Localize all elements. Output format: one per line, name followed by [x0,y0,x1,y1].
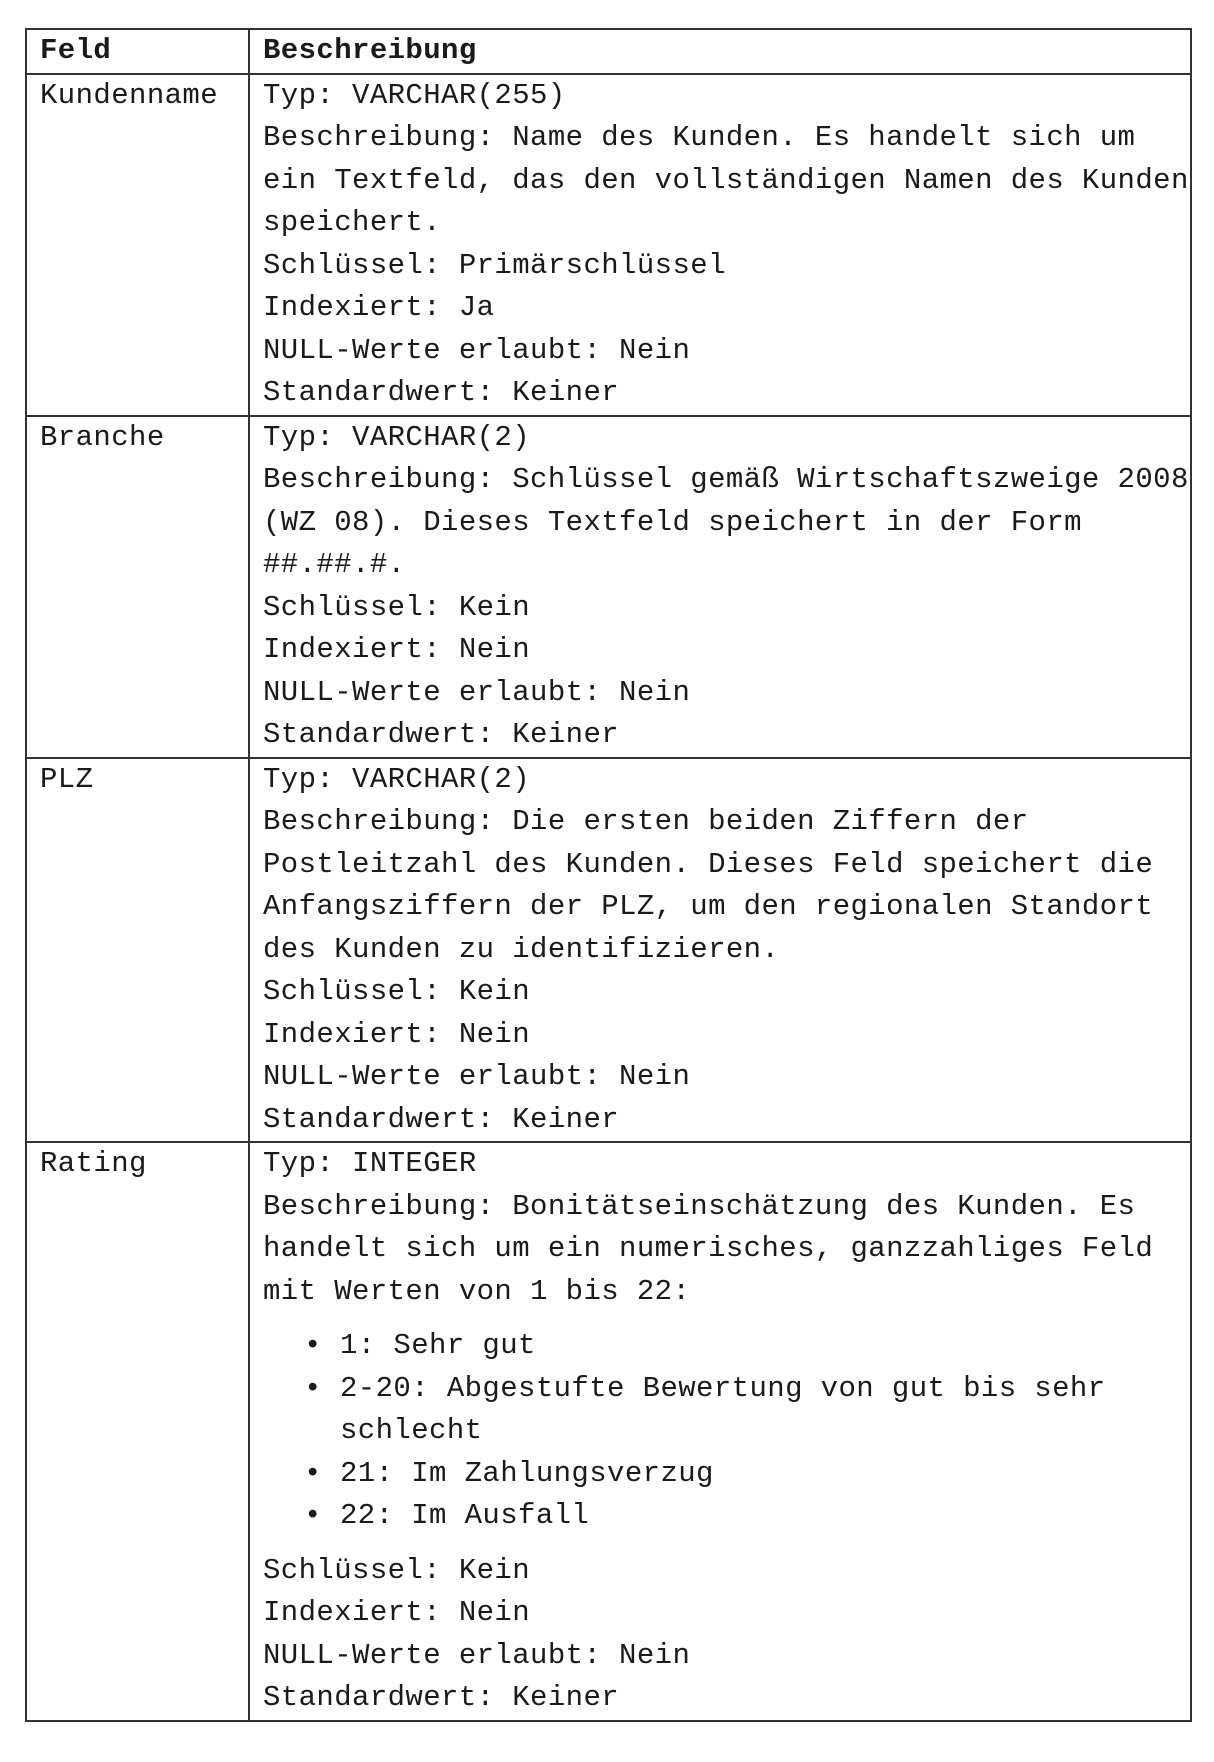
description-text: Beschreibung: Schlüssel gemäß Wirtschaftszweige 2008 (WZ 08). Dieses Textfeld speichert in der Form ##.##.#. [263,463,1189,581]
default-value-line: Standardwert: Keiner [263,1681,620,1714]
type-line: Typ: VARCHAR(255) [263,78,566,112]
list-item [304,1453,1190,1496]
key-line: Schlüssel: Kein [263,1553,531,1587]
bullet-icon: • [304,1499,322,1532]
list-item [304,1325,1190,1368]
key-line: Schlüssel: Kein [263,590,531,624]
default-value-line: Standardwert: Keiner [263,718,620,751]
list-item-text: 1: Sehr gut [340,1329,536,1362]
field-name-cell: Branche [26,416,249,758]
description-text: Beschreibung: Name des Kunden. Es handelt sich um ein Textfeld, das den vollständigen Namen des Kunden speichert. [263,121,1189,239]
table-header-row [26,29,1191,74]
table-row [26,1142,1191,1721]
type-line: Typ: VARCHAR(2) [263,762,531,796]
null-allowed-line: NULL-Werte erlaubt: Nein [263,675,691,709]
field-description-cell [249,1142,1191,1721]
field-spec-table [25,28,1192,1722]
type-line: Typ: INTEGER [263,1147,477,1180]
list-item [304,1495,1190,1538]
field-name-cell: Rating [26,1142,249,1721]
default-value-line: Standardwert: Keiner [263,376,620,409]
indexed-line: Indexiert: Nein [263,1596,531,1629]
list-item [304,1368,1190,1453]
null-allowed-line: NULL-Werte erlaubt: Nein [263,333,691,367]
list-item-text: 22: Im Ausfall [340,1499,590,1532]
header-field: Feld [26,29,249,74]
table-row [26,74,1191,416]
indexed-line: Indexiert: Nein [263,1017,531,1051]
null-allowed-line: NULL-Werte erlaubt: Nein [263,1638,691,1672]
null-allowed-line: NULL-Werte erlaubt: Nein [263,1060,691,1093]
description-text: Beschreibung: Die ersten beiden Ziffern der Postleitzahl des Kunden. Dieses Feld speichert die Anfangsziffern der PLZ, um den regionalen Standort des Kunden zu identifizieren. [263,805,1154,966]
header-description: Beschreibung [249,29,1191,74]
default-value-line: Standardwert: Keiner [263,1102,620,1136]
bullet-icon: • [304,1371,322,1405]
indexed-line: Indexiert: Nein [263,633,531,666]
field-name-cell: PLZ [26,758,249,1143]
rating-levels-list [263,1325,1190,1538]
bullet-icon: • [304,1456,322,1490]
description-text: Beschreibung: Bonitätseinschätzung des Kunden. Es handelt sich um ein numerisches, ganzzahliges Feld mit Werten von 1 bis 22: [263,1189,1154,1308]
field-description-cell [249,416,1191,758]
field-description-cell [249,74,1191,416]
field-description-cell [249,758,1191,1143]
key-line: Schlüssel: Kein [263,975,531,1008]
list-item-text: 21: Im Zahlungsverzug [340,1456,714,1490]
key-line: Schlüssel: Primärschlüssel [263,248,726,282]
table-row [26,758,1191,1143]
bullet-icon: • [304,1329,322,1362]
indexed-line: Indexiert: Ja [263,291,495,324]
field-name-cell: Kundenname [26,74,249,416]
table-row [26,416,1191,758]
list-item-text: 2-20: Abgestufte Bewertung von gut bis sehr schlecht [340,1371,1106,1447]
type-line: Typ: VARCHAR(2) [263,420,531,454]
